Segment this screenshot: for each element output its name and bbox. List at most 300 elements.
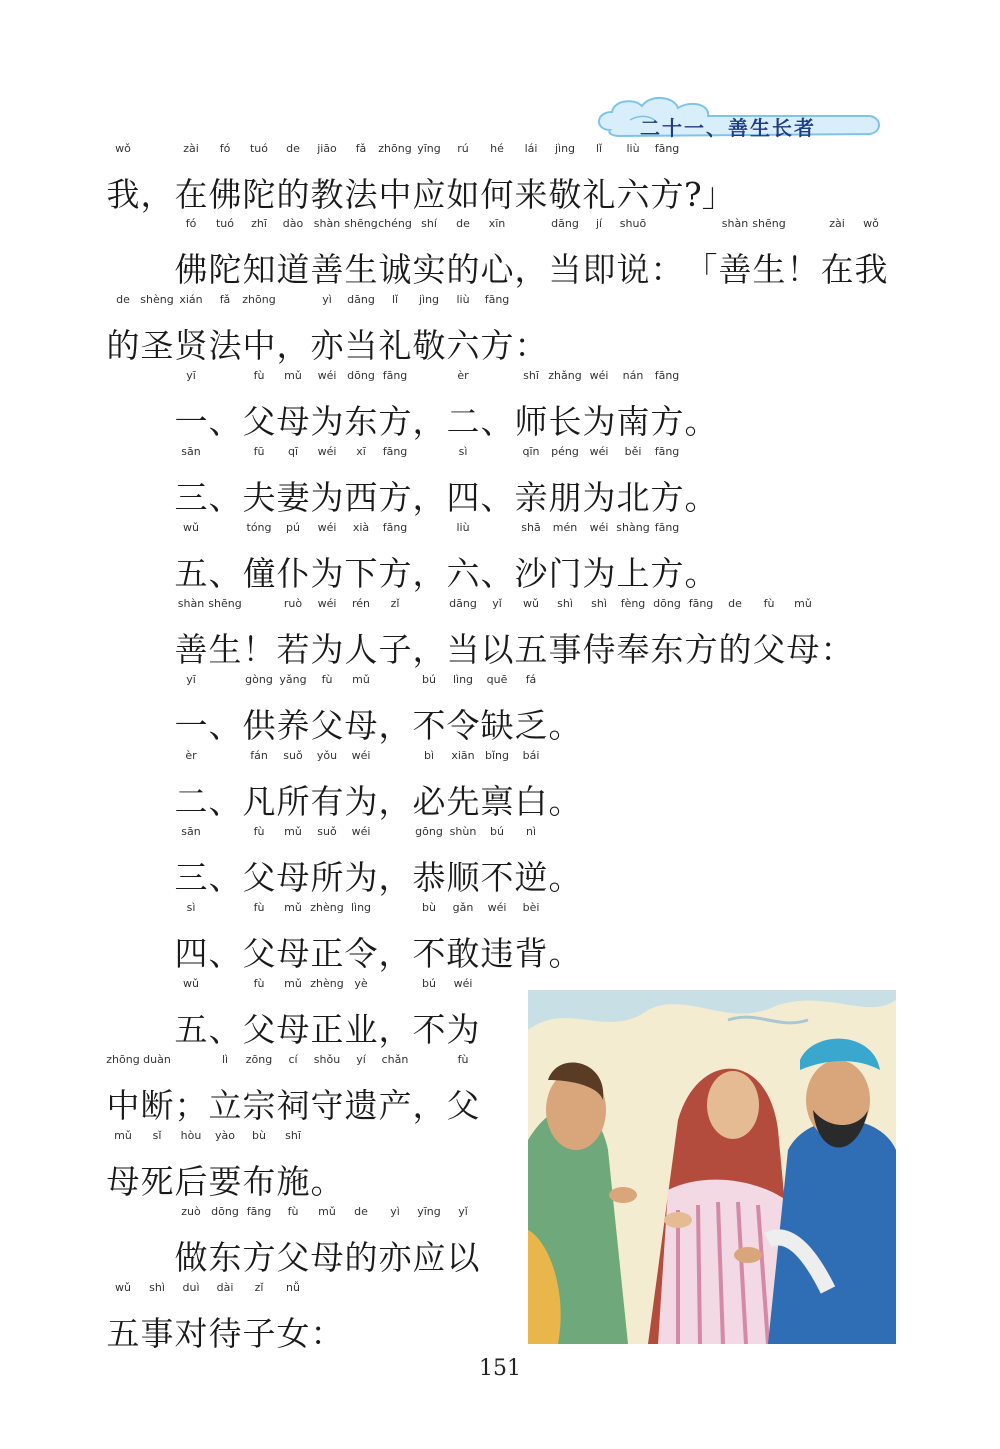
character-with-pinyin xyxy=(208,934,242,974)
character: 五 xyxy=(514,630,548,669)
pinyin: lǐ xyxy=(595,142,603,155)
pinyin: liù xyxy=(626,142,640,155)
pinyin: fāng xyxy=(382,369,408,382)
pinyin: yīng xyxy=(417,142,441,155)
character-with-pinyin xyxy=(174,445,208,518)
pinyin: sì xyxy=(458,445,468,458)
pinyin: yī xyxy=(186,673,196,686)
pinyin: tuó xyxy=(249,142,269,155)
text-line xyxy=(106,1053,480,1126)
character-with-pinyin xyxy=(106,142,140,215)
character-with-pinyin xyxy=(344,1205,378,1278)
character-with-pinyin xyxy=(276,1053,310,1126)
character: 四 xyxy=(446,478,480,517)
pinyin: yǐ xyxy=(458,1205,468,1218)
character: 应 xyxy=(412,1238,446,1277)
character: ， xyxy=(276,326,310,365)
pinyin: zài xyxy=(183,142,199,155)
character: 。 xyxy=(684,478,718,517)
character: 为 xyxy=(446,1010,480,1049)
character: 法 xyxy=(344,175,378,214)
character-with-pinyin xyxy=(174,977,208,1050)
character-with-pinyin xyxy=(412,217,446,290)
character-with-pinyin xyxy=(378,706,412,746)
character-with-pinyin xyxy=(242,630,276,670)
pinyin: sān xyxy=(181,445,201,458)
pinyin: rú xyxy=(457,142,469,155)
character-with-pinyin xyxy=(242,1053,276,1126)
character: 人 xyxy=(344,630,378,669)
character-with-pinyin xyxy=(310,901,344,974)
character: 以 xyxy=(446,1238,480,1277)
pinyin: wǒ xyxy=(863,217,879,230)
pinyin: xī xyxy=(356,445,366,458)
character: 子 xyxy=(378,630,412,669)
character: 父 xyxy=(242,858,276,897)
pinyin: jìng xyxy=(554,142,576,155)
pinyin: wǔ xyxy=(183,521,199,534)
character: 宗 xyxy=(242,1086,276,1125)
character: 、 xyxy=(208,706,242,745)
pinyin: fāng xyxy=(654,369,680,382)
character: 我 xyxy=(854,250,888,289)
character-with-pinyin xyxy=(446,977,480,1050)
character-with-pinyin xyxy=(480,217,514,290)
character: 事 xyxy=(548,630,582,669)
character: 所 xyxy=(310,858,344,897)
character: 上 xyxy=(616,554,650,593)
character-with-pinyin xyxy=(548,142,582,215)
character-with-pinyin xyxy=(208,554,242,594)
pinyin: shàn xyxy=(313,217,341,230)
character-with-pinyin xyxy=(344,597,378,670)
pinyin: lìng xyxy=(350,901,372,914)
pinyin: cí xyxy=(288,1053,298,1066)
pinyin: de xyxy=(728,597,742,610)
pinyin: wéi xyxy=(317,521,337,534)
character: 供 xyxy=(242,706,276,745)
character: 为 xyxy=(582,554,616,593)
character-with-pinyin xyxy=(344,977,378,1050)
pinyin: fá xyxy=(525,673,537,686)
character: 东 xyxy=(208,1238,242,1277)
character: ， xyxy=(412,554,446,593)
character-with-pinyin xyxy=(174,369,208,442)
character: 凡 xyxy=(242,782,276,821)
character-with-pinyin xyxy=(344,901,378,974)
character: 下 xyxy=(344,554,378,593)
character-with-pinyin xyxy=(514,597,548,670)
character-with-pinyin xyxy=(174,597,208,670)
pinyin: zǐ xyxy=(254,1281,264,1294)
character-with-pinyin xyxy=(242,901,276,974)
pinyin: zōng xyxy=(245,1053,273,1066)
character-with-pinyin xyxy=(378,782,412,822)
character: 父 xyxy=(310,706,344,745)
pinyin: dài xyxy=(216,1281,234,1294)
character: 父 xyxy=(242,934,276,973)
character: 生 xyxy=(208,630,242,669)
pinyin: fù xyxy=(321,673,333,686)
text-line xyxy=(174,445,718,518)
character-with-pinyin xyxy=(446,749,480,822)
character-with-pinyin xyxy=(208,1205,242,1278)
character-with-pinyin xyxy=(412,142,446,215)
character: 中 xyxy=(378,175,412,214)
pinyin: bù xyxy=(422,901,436,914)
character: 有 xyxy=(310,782,344,821)
character-with-pinyin xyxy=(480,825,514,898)
character: 令 xyxy=(446,706,480,745)
character-with-pinyin xyxy=(650,369,684,442)
pinyin: yì xyxy=(322,293,332,306)
character-with-pinyin xyxy=(276,1205,310,1278)
character: 陀 xyxy=(208,250,242,289)
pinyin: quē xyxy=(486,673,508,686)
character: 长 xyxy=(548,402,582,441)
character-with-pinyin xyxy=(276,825,310,898)
character-with-pinyin xyxy=(548,445,582,518)
character-with-pinyin xyxy=(480,142,514,215)
character: 说 xyxy=(616,250,650,289)
character: 三 xyxy=(174,478,208,517)
character-with-pinyin xyxy=(412,901,446,974)
pinyin: rén xyxy=(351,597,371,610)
pinyin: sì xyxy=(186,901,196,914)
character: 五 xyxy=(174,1010,208,1049)
character: 方 xyxy=(684,630,718,669)
character-with-pinyin xyxy=(412,673,446,746)
character-with-pinyin xyxy=(514,142,548,215)
pinyin: bù xyxy=(252,1129,266,1142)
character: 二 xyxy=(446,402,480,441)
character-with-pinyin xyxy=(514,749,548,822)
character-with-pinyin xyxy=(310,445,344,518)
character-with-pinyin xyxy=(446,445,480,518)
character: 当 xyxy=(548,250,582,289)
character-with-pinyin xyxy=(582,445,616,518)
character: 缺 xyxy=(480,706,514,745)
character: 不 xyxy=(412,706,446,745)
character: 沙 xyxy=(514,554,548,593)
character-with-pinyin xyxy=(310,673,344,746)
pinyin: gōng xyxy=(415,825,443,838)
pinyin: wéi xyxy=(453,977,473,990)
character-with-pinyin xyxy=(582,521,616,594)
character: 南 xyxy=(616,402,650,441)
pinyin: lǐ xyxy=(391,293,399,306)
character: 、 xyxy=(480,478,514,517)
pinyin: yī xyxy=(186,369,196,382)
character: ： xyxy=(514,326,548,365)
character: ， xyxy=(412,630,446,669)
pinyin: wéi xyxy=(589,369,609,382)
character-with-pinyin xyxy=(174,1086,208,1126)
character-with-pinyin xyxy=(650,521,684,594)
character-with-pinyin xyxy=(616,369,650,442)
character-with-pinyin xyxy=(446,597,480,670)
character: 师 xyxy=(514,402,548,441)
character-with-pinyin xyxy=(310,977,344,1050)
character: 产 xyxy=(378,1086,412,1125)
character-with-pinyin xyxy=(446,673,480,746)
pinyin: zài xyxy=(829,217,845,230)
character: 知 xyxy=(242,250,276,289)
character: 养 xyxy=(276,706,310,745)
pinyin: mǔ xyxy=(114,1129,132,1142)
pinyin: mǔ xyxy=(352,673,370,686)
text-line xyxy=(174,749,582,822)
character: 的 xyxy=(106,326,140,365)
pinyin: hé xyxy=(490,142,504,155)
character: 心 xyxy=(480,250,514,289)
character-with-pinyin xyxy=(412,630,446,670)
character: 立 xyxy=(208,1086,242,1125)
text-line xyxy=(174,825,582,898)
character: 当 xyxy=(344,326,378,365)
pinyin: sān xyxy=(181,825,201,838)
pinyin: shēng xyxy=(752,217,786,230)
character: 背 xyxy=(514,934,548,973)
character: 正 xyxy=(310,934,344,973)
character: 为 xyxy=(310,478,344,517)
character: 亲 xyxy=(514,478,548,517)
character-with-pinyin xyxy=(106,293,140,366)
character-with-pinyin xyxy=(480,293,514,366)
character: 生 xyxy=(752,250,786,289)
character: 若 xyxy=(276,630,310,669)
pinyin: wéi xyxy=(317,597,337,610)
character-with-pinyin xyxy=(548,858,582,898)
pinyin: mǔ xyxy=(794,597,812,610)
character-with-pinyin xyxy=(310,1053,344,1126)
character-with-pinyin xyxy=(174,1281,208,1354)
character: 、 xyxy=(208,782,242,821)
character: 。 xyxy=(310,1162,344,1201)
character: 北 xyxy=(616,478,650,517)
character-with-pinyin xyxy=(276,749,310,822)
character: ， xyxy=(412,402,446,441)
pinyin: dōng xyxy=(211,1205,239,1218)
pinyin: shàn xyxy=(721,217,749,230)
pinyin: jìng xyxy=(418,293,440,306)
character-with-pinyin xyxy=(310,749,344,822)
text-line xyxy=(174,521,718,594)
character-with-pinyin xyxy=(174,901,208,974)
pinyin: dōng xyxy=(347,369,375,382)
character: 母 xyxy=(344,706,378,745)
character-with-pinyin xyxy=(480,597,514,670)
character-with-pinyin xyxy=(480,402,514,442)
character-with-pinyin xyxy=(276,597,310,670)
character: 母 xyxy=(310,1238,344,1277)
character: ， xyxy=(412,1086,446,1125)
character-with-pinyin xyxy=(242,1129,276,1202)
pinyin: zuò xyxy=(181,1205,201,1218)
character: 的 xyxy=(276,175,310,214)
character: 母 xyxy=(276,858,310,897)
character-with-pinyin xyxy=(412,402,446,442)
character-with-pinyin xyxy=(140,1281,174,1354)
character-with-pinyin xyxy=(412,977,446,1050)
character: 父 xyxy=(242,402,276,441)
character-with-pinyin xyxy=(616,445,650,518)
character-with-pinyin xyxy=(684,402,718,442)
pinyin: pú xyxy=(286,521,300,534)
character: 先 xyxy=(446,782,480,821)
character-with-pinyin xyxy=(242,445,276,518)
text-line xyxy=(174,901,582,974)
character: 仆 xyxy=(276,554,310,593)
pinyin: shàn xyxy=(177,597,205,610)
character: 佛 xyxy=(208,175,242,214)
character-with-pinyin xyxy=(616,597,650,670)
character-with-pinyin xyxy=(616,217,650,290)
pinyin: duì xyxy=(182,1281,200,1294)
character: 一 xyxy=(174,402,208,441)
character-with-pinyin xyxy=(446,825,480,898)
pinyin: shuō xyxy=(619,217,647,230)
pinyin: mǔ xyxy=(284,369,302,382)
character-with-pinyin xyxy=(514,521,548,594)
pinyin: fāng xyxy=(382,445,408,458)
character-with-pinyin xyxy=(378,369,412,442)
pinyin: fāng xyxy=(688,597,714,610)
character-with-pinyin xyxy=(344,293,378,366)
pinyin: bì xyxy=(423,749,435,762)
character-with-pinyin xyxy=(242,521,276,594)
character: 敬 xyxy=(412,326,446,365)
character-with-pinyin xyxy=(242,293,276,366)
character-with-pinyin xyxy=(480,749,514,822)
character: 。 xyxy=(684,402,718,441)
character: ： xyxy=(650,250,684,289)
character: 不 xyxy=(480,858,514,897)
character-with-pinyin xyxy=(514,825,548,898)
character-with-pinyin xyxy=(174,825,208,898)
character: 六 xyxy=(446,326,480,365)
character: 、 xyxy=(208,934,242,973)
character: 西 xyxy=(344,478,378,517)
character: 为 xyxy=(344,858,378,897)
character-with-pinyin xyxy=(242,217,276,290)
pinyin: de xyxy=(286,142,300,155)
character: 实 xyxy=(412,250,446,289)
character: 业 xyxy=(344,1010,378,1049)
pinyin: zhōng xyxy=(106,1053,140,1066)
character-with-pinyin xyxy=(514,369,548,442)
pinyin: fāng xyxy=(654,445,680,458)
character-with-pinyin xyxy=(650,142,684,215)
character-with-pinyin xyxy=(140,175,174,215)
character-with-pinyin xyxy=(276,1129,310,1202)
character: 亦 xyxy=(310,326,344,365)
text-line xyxy=(174,217,888,290)
character-with-pinyin xyxy=(208,1053,242,1126)
character-with-pinyin xyxy=(310,1205,344,1278)
character-with-pinyin xyxy=(548,217,582,290)
character: 母 xyxy=(276,934,310,973)
character: 以 xyxy=(480,630,514,669)
pinyin: bú xyxy=(490,825,504,838)
character: 不 xyxy=(412,1010,446,1049)
character-with-pinyin xyxy=(616,521,650,594)
character-with-pinyin xyxy=(276,977,310,1050)
character-with-pinyin xyxy=(582,597,616,670)
character-with-pinyin xyxy=(412,749,446,822)
character-with-pinyin xyxy=(412,293,446,366)
character: 母 xyxy=(276,402,310,441)
character: 正 xyxy=(310,1010,344,1049)
character: 佛 xyxy=(174,250,208,289)
character-with-pinyin xyxy=(650,250,684,290)
character: 不 xyxy=(412,934,446,973)
character-with-pinyin xyxy=(174,521,208,594)
character: 教 xyxy=(310,175,344,214)
pinyin: xià xyxy=(352,521,370,534)
character-with-pinyin xyxy=(786,597,820,670)
pinyin: shī xyxy=(523,369,539,382)
character: 敬 xyxy=(548,175,582,214)
character: 侍 xyxy=(582,630,616,669)
pinyin: mǔ xyxy=(284,977,302,990)
text-line xyxy=(106,142,735,215)
character-with-pinyin xyxy=(378,858,412,898)
character: 的 xyxy=(344,1238,378,1277)
character-with-pinyin xyxy=(820,217,854,290)
character: 违 xyxy=(480,934,514,973)
pinyin: fāng xyxy=(654,142,680,155)
character-with-pinyin xyxy=(242,977,276,1050)
pinyin: dāng xyxy=(551,217,579,230)
pinyin: yí xyxy=(356,1053,366,1066)
pinyin: bú xyxy=(422,977,436,990)
pinyin: shēng xyxy=(208,597,242,610)
character: 为 xyxy=(310,554,344,593)
pinyin: tóng xyxy=(246,521,272,534)
character: 来 xyxy=(514,175,548,214)
character-with-pinyin xyxy=(446,1205,480,1278)
character: 、 xyxy=(208,858,242,897)
character: ： xyxy=(820,630,854,669)
pinyin: xīn xyxy=(488,217,506,230)
character: ， xyxy=(378,706,412,745)
character: 方 xyxy=(650,175,684,214)
character: 母 xyxy=(276,1010,310,1049)
pinyin: fù xyxy=(253,369,265,382)
character: 。 xyxy=(548,858,582,897)
pinyin: nán xyxy=(622,369,644,382)
character: 后 xyxy=(174,1162,208,1201)
pinyin: chéng xyxy=(378,217,412,230)
character-with-pinyin xyxy=(208,597,242,670)
character: 。 xyxy=(548,706,582,745)
pinyin: wǔ xyxy=(183,977,199,990)
page-number: 151 xyxy=(479,1356,521,1381)
character-with-pinyin xyxy=(412,1205,446,1278)
character: 即 xyxy=(582,250,616,289)
character-with-pinyin xyxy=(378,142,412,215)
character: 僮 xyxy=(242,554,276,593)
character: 、 xyxy=(208,478,242,517)
character: 四 xyxy=(174,934,208,973)
character: 方 xyxy=(480,326,514,365)
character: 方 xyxy=(378,554,412,593)
character-with-pinyin xyxy=(344,217,378,290)
character-with-pinyin xyxy=(174,217,208,290)
pinyin: gǎn xyxy=(452,901,474,914)
pinyin: fù xyxy=(253,977,265,990)
